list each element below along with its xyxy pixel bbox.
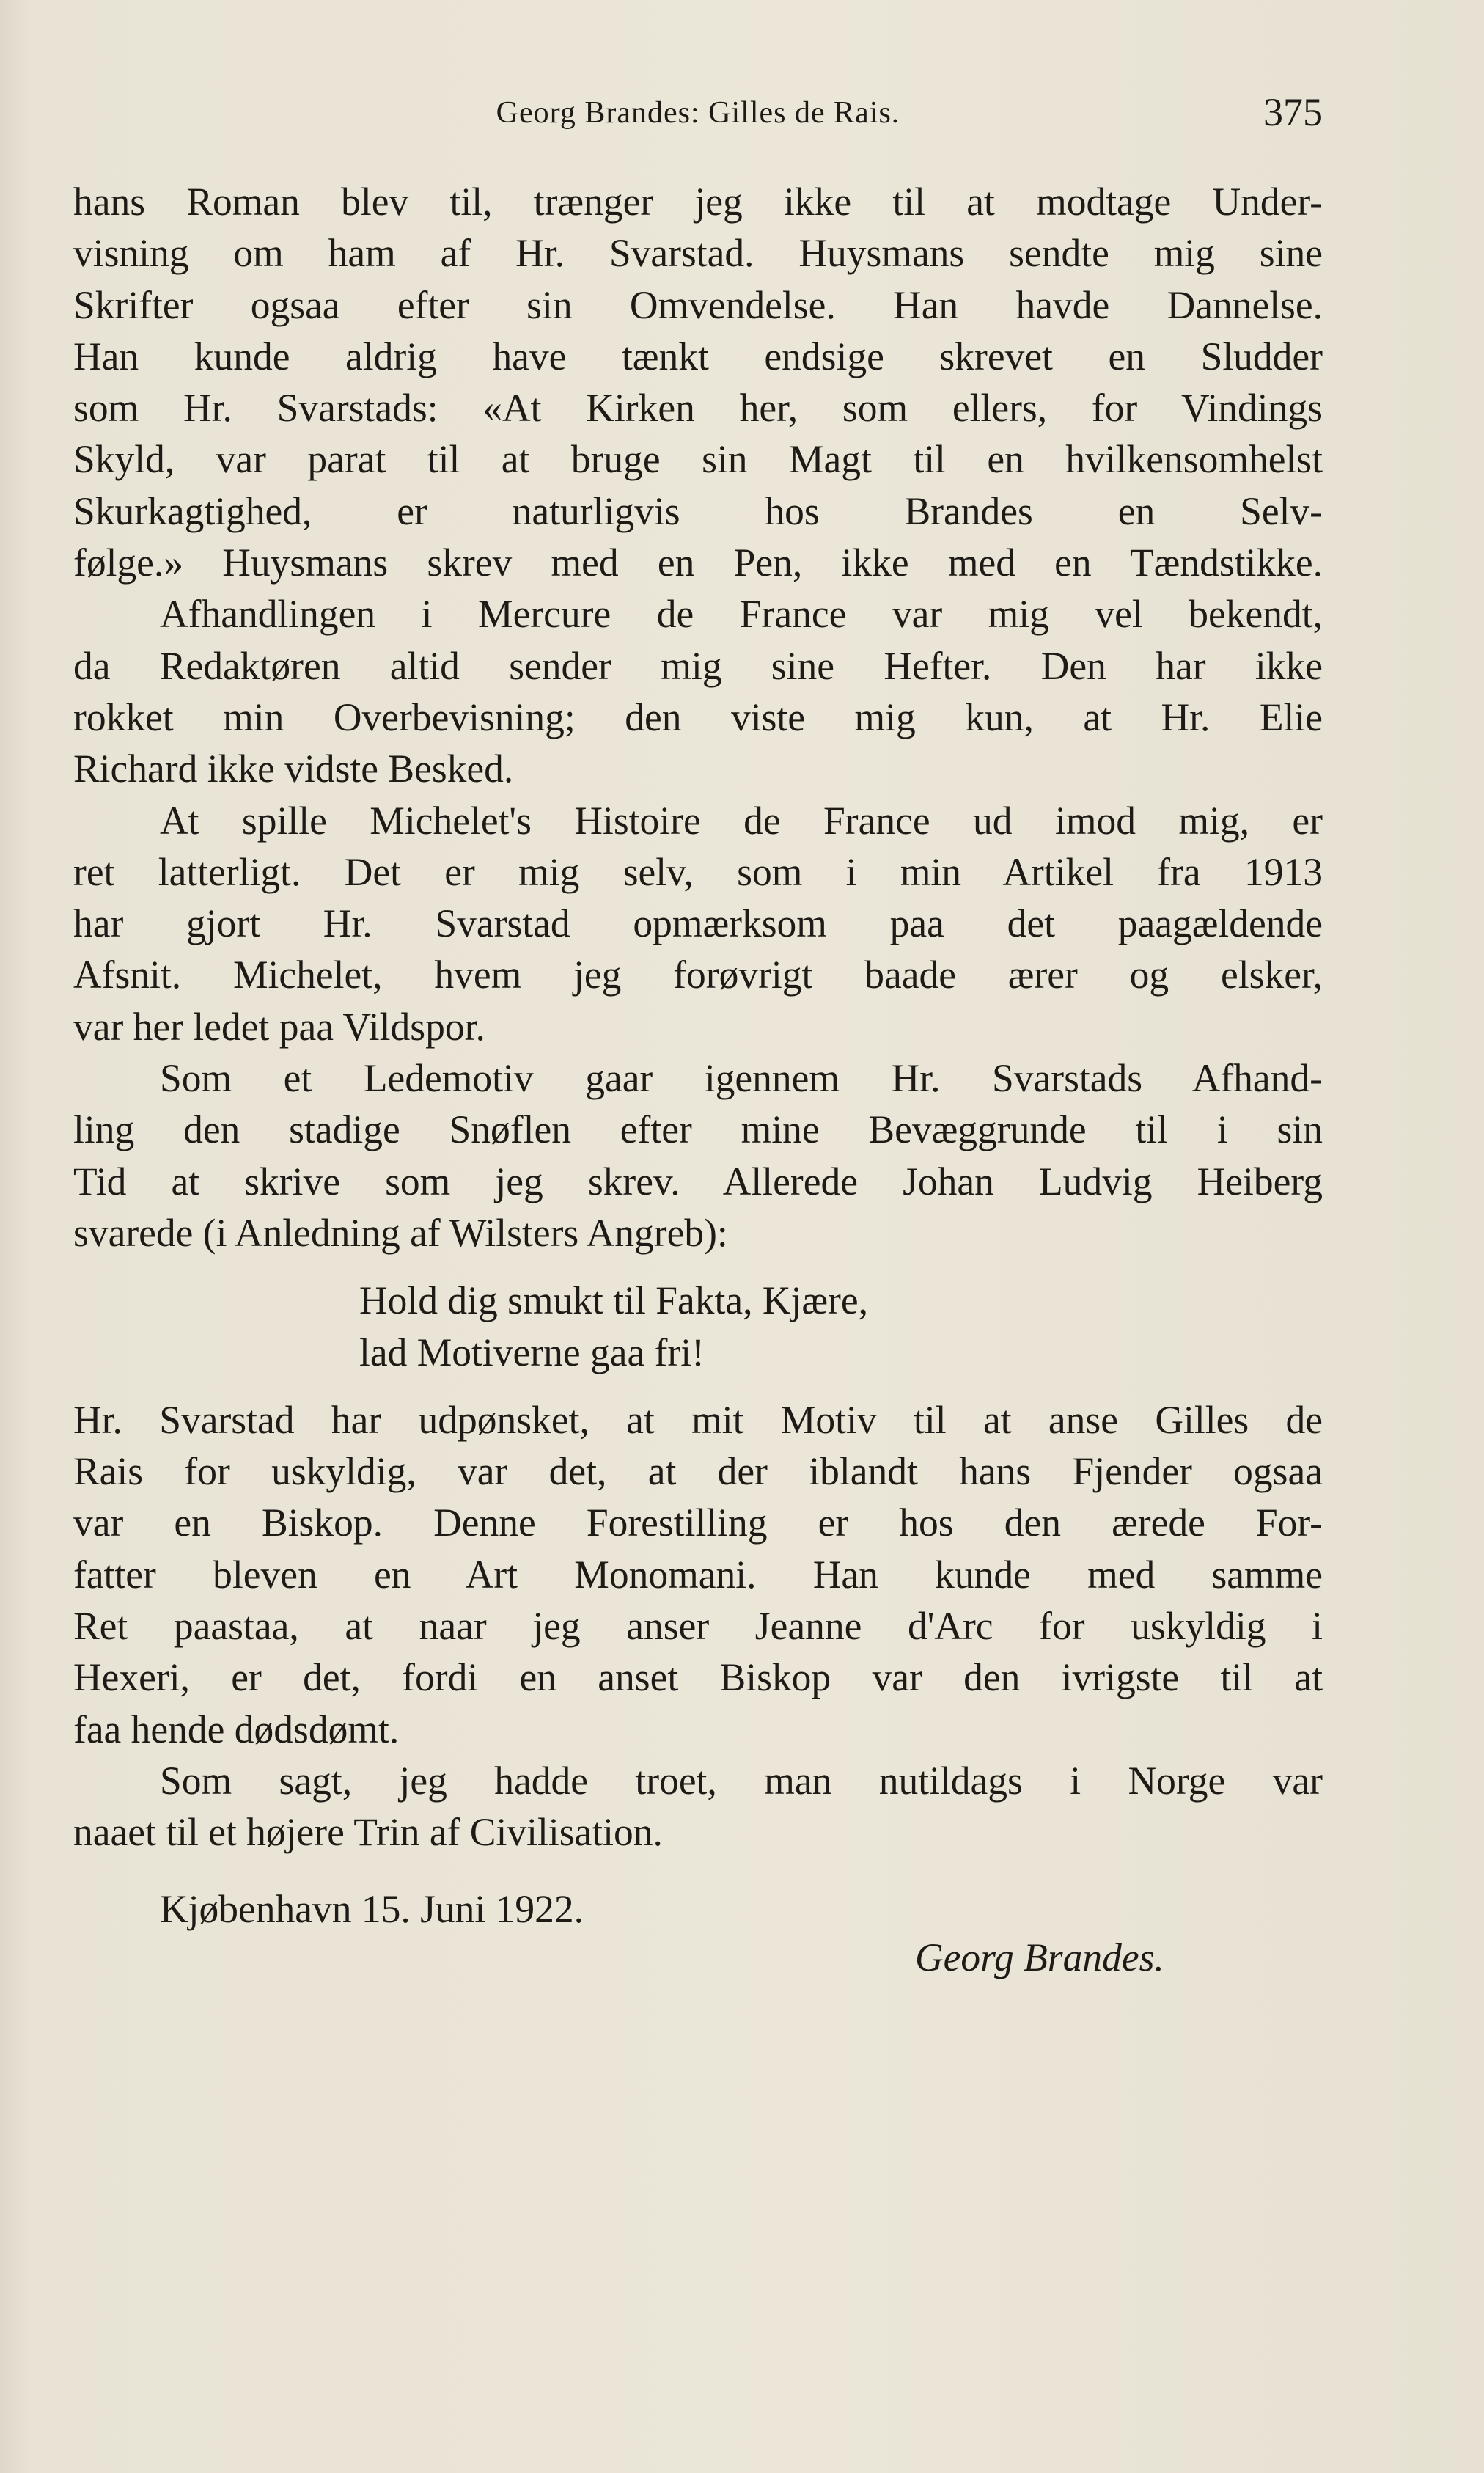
text-line: naaet til et højere Trin af Civilisation. [73, 1810, 663, 1855]
text-line: Ret paastaa, at naar jeg anser Jeanne d'Arc for uskyldig i [73, 1604, 1323, 1649]
text-line: Richard ikke vidste Besked. [73, 747, 514, 791]
text-line: hans Roman blev til, trænger jeg ikke til at modtage Under- [73, 180, 1323, 224]
text-line: svarede (i Anledning af Wilsters Angreb): [73, 1210, 728, 1255]
text-line: Skyld, var parat til at bruge sin Magt til en hvilkensomhelst [73, 437, 1323, 482]
dateline: Kjøbenhavn 15. Juni 1922. [160, 1886, 584, 1931]
text-line: følge.» Huysmans skrev med en Pen, ikke med en Tændstikke. [73, 541, 1323, 585]
body-text [73, 176, 1323, 1983]
text-line: Afsnit. Michelet, hvem jeg forøvrigt baade ærer og elsker, [73, 953, 1323, 997]
text-line: Rais for uskyldig, var det, at der iblandt hans Fjender ogsaa [73, 1449, 1323, 1494]
text-line: som Hr. Svarstads: «At Kirken her, som ellers, for Vindings [73, 386, 1323, 431]
verse-line: lad Motiverne gaa fri! [359, 1330, 705, 1374]
text-line: ret latterligt. Det er mig selv, som i min Artikel fra 1913 [73, 849, 1323, 894]
text-line: faa hende dødsdømt. [73, 1707, 400, 1751]
text-line: Skurkagtighed, er naturligvis hos Brandes en Selv- [73, 488, 1323, 533]
paragraph-3 [73, 795, 1323, 1052]
text-line: har gjort Hr. Svarstad opmærksom paa det paagældende [73, 901, 1323, 946]
page-number: 375 [1263, 90, 1323, 134]
verse-quote [73, 1275, 1323, 1378]
spacer [73, 1858, 1323, 1883]
signature: Georg Brandes. [915, 1935, 1164, 1979]
paragraph-4 [73, 1052, 1323, 1259]
text-line: Som et Ledemotiv gaar igennem Hr. Svarstads Afhand- [160, 1056, 1323, 1101]
running-head: Georg Brandes: Gilles de Rais. [496, 96, 900, 130]
paragraph-2 [73, 588, 1323, 794]
text-line: da Redaktøren altid sender mig sine Hefter. Den har ikke [73, 643, 1323, 688]
paragraph-6 [73, 1755, 1323, 1858]
text-line: Tid at skrive som jeg skrev. Allerede Johan Ludvig Heiberg [73, 1159, 1323, 1203]
text-line: visning om ham af Hr. Svarstad. Huysmans sendte mig sine [73, 231, 1323, 276]
text-line: Hexeri, er det, fordi en anset Biskop var den ivrigste til at [73, 1655, 1323, 1700]
text-line: Hr. Svarstad har udpønsket, at mit Motiv til at anse Gilles de [73, 1397, 1323, 1442]
paragraph-1 [73, 176, 1323, 588]
text-line: Som sagt, jeg hadde troet, man nutildags i Norge var [160, 1758, 1323, 1803]
text-line: fatter bleven en Art Monomani. Han kunde med samme [73, 1552, 1323, 1597]
text-line: var en Biskop. Denne Forestilling er hos den ærede For- [73, 1501, 1323, 1545]
page-header [73, 87, 1323, 138]
text-line: Han kunde aldrig have tænkt endsige skrevet en Sludder [73, 334, 1323, 378]
text-line: ling den stadige Snøflen efter mine Bevæggrunde til i sin [73, 1107, 1323, 1152]
paragraph-5 [73, 1394, 1323, 1755]
closing [73, 1883, 1323, 1983]
verse-line: Hold dig smukt til Fakta, Kjære, [359, 1278, 868, 1323]
text-line: Skrifter ogsaa efter sin Omvendelse. Han havde Dannelse. [73, 282, 1323, 327]
text-line: Afhandlingen i Mercure de France var mig vel bekendt, [160, 592, 1323, 637]
text-line: var her ledet paa Vildspor. [73, 1004, 485, 1049]
text-line: At spille Michelet's Histoire de France ud imod mig, er [160, 798, 1323, 843]
text-line: rokket min Overbevisning; den viste mig kun, at Hr. Elie [73, 695, 1323, 739]
